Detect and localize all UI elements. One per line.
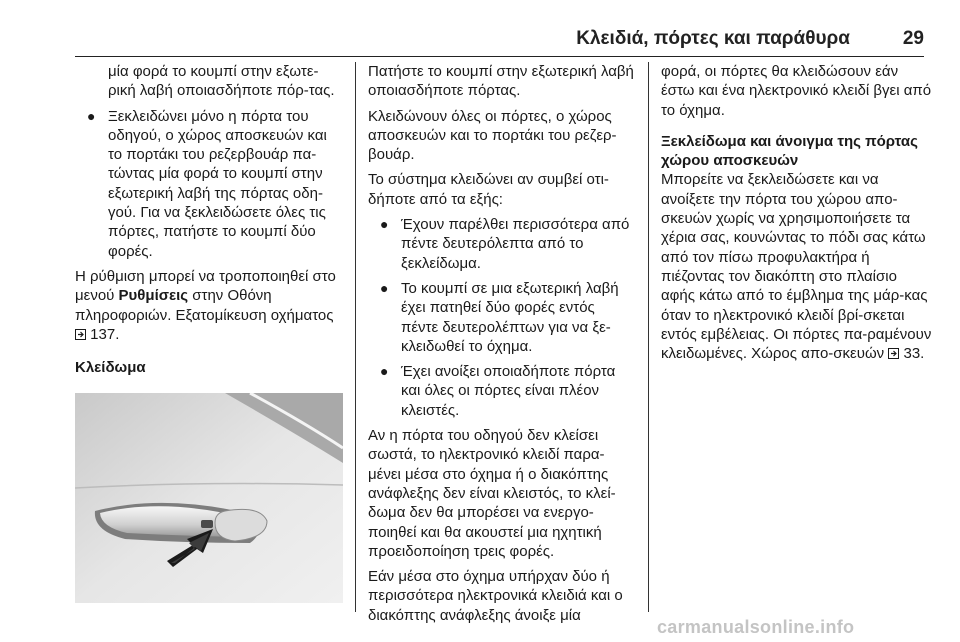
page-reference[interactable]: 33.	[903, 345, 925, 363]
page-number: 29	[902, 28, 924, 49]
bullet-text: Έχουν παρέλθει περισσότερα από πέντε δευτερόλεπτα από το ξεκλείδωμα.	[401, 216, 630, 272]
paragraph: Εάν μέσα στο όχημα υπήρχαν δύο ή περισσότερα ηλεκτρονικά κλειδιά και ο διακόπτης ανάφλεξης άνοιξε μία	[368, 568, 623, 624]
bullet-dot-icon: ●	[380, 363, 389, 380]
bullet-item	[368, 215, 636, 273]
paragraph	[661, 170, 933, 363]
column-divider	[648, 62, 649, 612]
column-3	[661, 62, 933, 369]
paragraph: Το σύστημα κλειδώνει αν συμβεί οτι-δήποτε από τα εξής:	[368, 171, 609, 208]
watermark: carmanualsonline.info	[657, 617, 855, 637]
section-heading: Ξεκλείδωμα και άνοιγμα της πόρτας χώρου αποσκευών	[661, 132, 918, 170]
column-2	[368, 62, 636, 631]
paragraph	[75, 267, 345, 344]
header-rule	[75, 56, 924, 57]
bullet-dot-icon: ●	[380, 279, 389, 296]
paragraph: φορά, οι πόρτες θα κλειδώσουν εάν έστω και ένα ηλεκτρονικό κλειδί βγει από το όχημα.	[661, 63, 932, 119]
page-reference[interactable]: 137.	[90, 325, 120, 343]
reference-arrow-icon	[75, 326, 90, 343]
paragraph: Πατήστε το κουμπί στην εξωτερική λαβή οποιασδήποτε πόρτας.	[368, 63, 634, 100]
bullet-item	[368, 362, 636, 420]
door-handle-illustration	[75, 393, 343, 603]
paragraph: Αν η πόρτα του οδηγού δεν κλείσει σωστά, το ηλεκτρονικό κλειδί παρα-μένει μέσα στο όχημα ή ο διακόπτης ανάφλεξης δεν είναι κλειστός, το κλεί-δωμα δεν θα μπορέσει να ενεργο-ποιηθεί και θα ακουστεί μια ηχητική προειδοποίηση τρεις φορές.	[368, 427, 616, 560]
section-heading: Κλείδωμα	[75, 359, 146, 377]
bullet-item	[75, 107, 345, 261]
paragraph: Κλειδώνουν όλες οι πόρτες, ο χώρος αποσκευών και το πορτάκι του ρεζερ-βουάρ.	[368, 107, 617, 164]
column-1	[75, 62, 345, 603]
paragraph-text: στην Οθόνη πληροφοριών. Εξατομίκευση οχήματος	[75, 287, 334, 324]
bullet-text: Ξεκλειδώνει μόνο η πόρτα του οδηγού, ο χώρος αποσκευών και το πορτάκι του ρεζερβουάρ πα-τώντας μία φορά το κουμπί στην εξωτερική λαβή της πόρτας οδη-γού. Για να ξεκλειδώσετε όλες τις πόρτες, πατήστε το κουμπί δύο φορές.	[108, 107, 327, 260]
page-header-title: Κλειδιά, πόρτες και παράθυρα	[576, 28, 850, 49]
paragraph: μία φορά το κουμπί στην εξωτε-ρική λαβή οποιασδήποτε πόρ-τας.	[108, 63, 335, 100]
bullet-text: Έχει ανοίξει οποιαδήποτε πόρτα και όλες οι πόρτες είναι πλέον κλειστές.	[401, 363, 616, 419]
menu-name: Ρυθμίσεις	[118, 287, 189, 305]
bullet-item	[368, 279, 636, 356]
bullet-dot-icon: ●	[380, 216, 389, 233]
paragraph-text: Η ρύθμιση μπορεί να τροποποιηθεί στο μενού	[75, 267, 336, 305]
bullet-text: Το κουμπί σε μια εξωτερική λαβή έχει πατηθεί δύο φορές εντός πέντε δευτερολέπτων για να ξε-κλειδωθεί το όχημα.	[401, 279, 619, 355]
bullet-dot-icon: ●	[87, 107, 96, 124]
paragraph-text: Μπορείτε να ξεκλειδώσετε και να ανοίξετε την πόρτα του χώρου απο-σκευών χωρίς να χρησιμοποιήσετε τα χέρια σας, κουνώντας το πόδι σας κάτω από τον πίσω προφυλακτήρα ή πιέζοντας τον διακόπτη στο πλαίσιο αφής κάτω από το έμβλημα της μάρ-κας όταν το ηλεκτρονικό κλειδί βρί-σκεται εντός εμβέλειας. Οι πόρτες πα-ραμένουν κλειδωμένες. Χώρος απο-σκευών	[661, 171, 932, 363]
reference-arrow-icon	[888, 345, 903, 362]
column-divider	[355, 62, 356, 612]
